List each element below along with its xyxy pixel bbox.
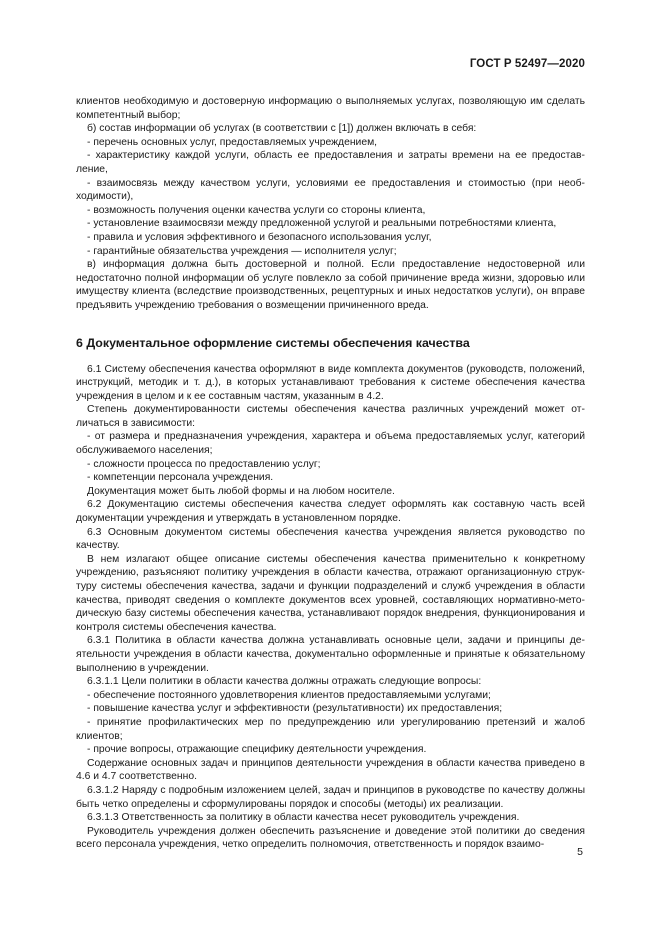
paragraph: 6.1 Систему обеспечения качества оформляют в виде комплекта документов (руководств, положений, инструкций, методик и т. д.), в которых устанавливают требования к системе обеспечения качества учреждения в целом и к ее составным частям, указанным в 4.2. xyxy=(76,363,585,402)
list-item: - от размера и предназначения учреждения, характера и объема предоставляемых услуг, категорий обслуживаемого населения; xyxy=(76,431,585,457)
paragraph: Документация может быть любой формы и на любом носителе. xyxy=(87,485,395,497)
paragraph: 6.3.1.1 Цели политики в области качества должны отражать следующие вопросы: xyxy=(87,676,482,688)
list-item: - перечень основных услуг, предоставляемых учреждением, xyxy=(87,136,378,148)
paragraph: 6.3.1.2 Наряду с подробным изложением целей, задач и принципов в руководстве по качеству должны быть четко определены и сформулированы порядок и способы (методы) их реализации. xyxy=(76,784,585,810)
section-heading: 6 Документальное оформление системы обеспечения качества xyxy=(76,335,470,350)
page-content xyxy=(76,95,585,852)
list-item: - повышение качества услуг и эффективности (результативности) их предоставления; xyxy=(87,703,503,715)
list-item: - установление взаимосвязи между предложенной услугой и реальными потребностями клиента, xyxy=(87,218,557,230)
paragraph: 6.2 Документацию системы обеспечения качества следует оформлять как составную часть всей документации учреждения и утверждать в установленном порядке. xyxy=(76,499,585,525)
paragraph: клиентов необходимую и достоверную информацию о выполняемых услугах, позволяющую им сделать компетентный выбор; xyxy=(76,96,585,121)
list-item: - правила и условия эффективного и безопасного использования услуг, xyxy=(87,231,432,243)
list-item: - гарантийные обязательства учреждения — исполнителя услуг; xyxy=(87,245,397,257)
list-item: в) информация должна быть достоверной и полной. Если предоставление недостоверной или недостаточно полной информации об услуге повлекло за собой причинение вреда жизни, здоровью или имуществу клиента (вследствие производственных, рецептурных и иных недостатков услуги), он вправе предъявить учреждению требования о возмещении причиненного вреда. xyxy=(76,259,585,311)
paragraph: В нем излагают общее описание системы обеспечения качества применительно к конкретному учреждению, разъясняют политику учреждения в области качества, отражают организационную структуру системы обеспечения качества, задачи и функции подразделений и служб учреждения в области качества, приводят сведения о комплекте документов всех уровней, составляющих нормативно-методическую базу системы обеспечения качества, устанавливают порядок внедрения, функционирования и контроля системы обеспечения качества. xyxy=(76,553,585,633)
paragraph: 6.3 Основным документом системы обеспечения качества учреждения является руководство по качеству. xyxy=(76,526,585,552)
list-item: - обеспечение постоянного удовлетворения клиентов предоставляемыми услугами; xyxy=(87,689,491,701)
list-item: - взаимосвязь между качеством услуги, условиями ее предоставления и стоимостью (при необходимости), xyxy=(76,177,585,203)
list-item: б) состав информации об услугах (в соответствии с [1]) должен включать в себя: xyxy=(87,123,477,135)
paragraph: Степень документированности системы обеспечения качества различных учреждений может отличаться в зависимости: xyxy=(76,404,585,429)
paragraph: Содержание основных задач и принципов деятельности учреждения в области качества приведено в 4.6 и 4.7 соответственно. xyxy=(76,757,585,783)
list-item: - возможность получения оценки качества услуги со стороны клиента, xyxy=(87,204,426,216)
list-item: - прочие вопросы, отражающие специфику деятельности учреждения. xyxy=(87,744,427,756)
list-item: - характеристику каждой услуги, область ее предоставления и затраты времени на ее предоставление, xyxy=(76,150,585,175)
list-item: - компетенции персонала учреждения. xyxy=(87,472,274,484)
paragraph: Руководитель учреждения должен обеспечить разъяснение и доведение этой политики до сведения всего персонала учреждения, четко определить полномочия, ответственность и порядок взаимо- xyxy=(76,825,585,851)
paragraph: 6.3.1.3 Ответственность за политику в области качества несет руководитель учреждения. xyxy=(87,812,520,824)
list-item: - принятие профилактических мер по предупреждению или урегулированию претензий и жалоб клиентов; xyxy=(76,716,585,742)
page-number: 5 xyxy=(577,846,583,858)
document-id-header: ГОСТ Р 52497—2020 xyxy=(469,58,585,70)
paragraph: 6.3.1 Политика в области качества должна устанавливать основные цели, задачи и принципы деятельности учреждения в области качества, документально оформленные и принятые к обязательному выполнению в учреждении. xyxy=(76,635,585,674)
list-item: - сложности процесса по предоставлению услуг; xyxy=(87,458,321,470)
